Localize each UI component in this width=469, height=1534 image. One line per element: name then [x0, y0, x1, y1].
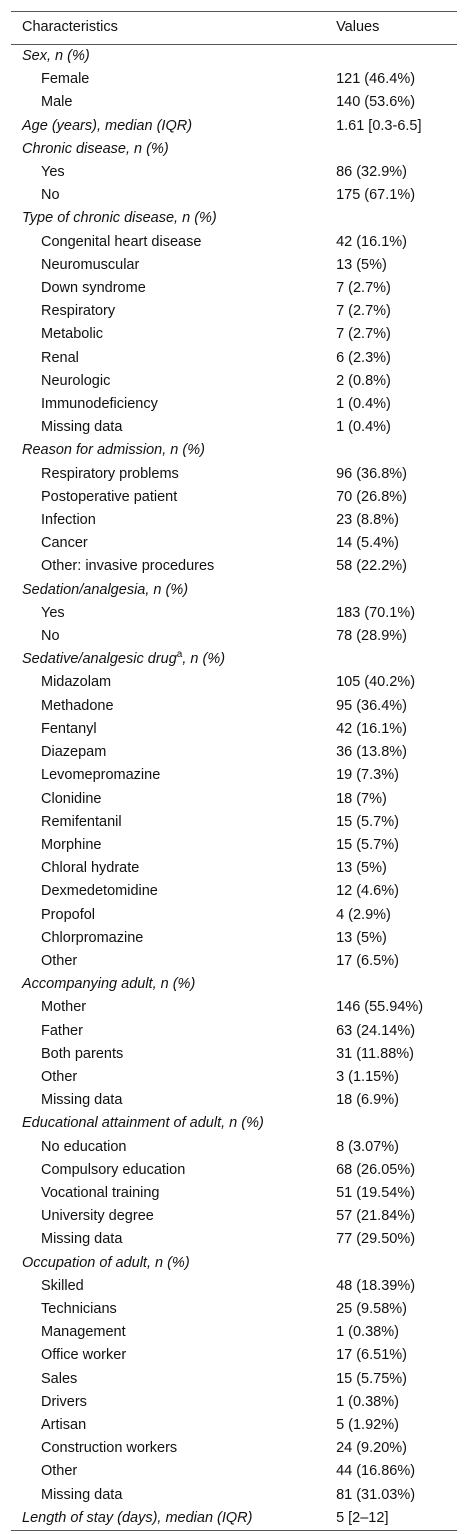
table-row — [11, 416, 457, 439]
table-row — [11, 950, 457, 973]
label-text: Other: invasive procedures — [41, 558, 215, 575]
row-value: 15 (5.7%) — [336, 836, 399, 853]
table-row — [11, 1460, 457, 1483]
table-row — [11, 1182, 457, 1205]
row-label — [11, 1089, 336, 1112]
row-value: 44 (16.86%) — [336, 1463, 416, 1480]
row-label — [11, 764, 336, 787]
label-suffix: , n (%) — [182, 651, 226, 668]
row-value: 7 (2.7%) — [336, 303, 391, 320]
label-text: Office worker — [41, 1347, 127, 1364]
row-value: 70 (26.8%) — [336, 488, 407, 505]
label-text: Missing data — [41, 1092, 123, 1109]
row-label — [11, 1043, 336, 1066]
row-label — [11, 370, 336, 393]
row-value: 8 (3.07%) — [336, 1138, 399, 1155]
section-row — [11, 648, 457, 671]
section-label — [11, 138, 336, 161]
label-text: Drivers — [41, 1393, 87, 1410]
row-label — [11, 695, 336, 718]
row-value: 7 (2.7%) — [336, 326, 391, 343]
row-value: 121 (46.4%) — [336, 71, 416, 88]
row-value: 7 (2.7%) — [336, 280, 391, 297]
table-row — [11, 602, 457, 625]
label-text: Immunodeficiency — [41, 396, 158, 413]
label-text: University degree — [41, 1208, 154, 1225]
label-text: Age (years), median (IQR) — [22, 117, 193, 134]
table-row — [11, 463, 457, 486]
label-text: Neuromuscular — [41, 256, 140, 273]
label-text: Respiratory — [41, 303, 116, 320]
row-label — [11, 184, 336, 207]
table-row — [11, 555, 457, 578]
row-label — [11, 463, 336, 486]
table-row — [11, 393, 457, 416]
label-text: Construction workers — [41, 1440, 178, 1457]
table-row — [11, 1321, 457, 1344]
row-value — [336, 648, 457, 671]
row-value — [336, 439, 457, 462]
table-row — [11, 996, 457, 1019]
row-value: 63 (24.14%) — [336, 1022, 416, 1039]
table-row — [11, 764, 457, 787]
label-text: Morphine — [41, 836, 102, 853]
label-text: Postoperative patient — [41, 488, 178, 505]
row-value: 1 (0.38%) — [336, 1393, 399, 1410]
row-value: 3 (1.15%) — [336, 1068, 399, 1085]
row-value: 13 (5%) — [336, 929, 387, 946]
label-text: Reason for admission, n (%) — [22, 442, 205, 459]
label-text: Missing data — [41, 1231, 123, 1248]
row-value: 96 (36.8%) — [336, 465, 407, 482]
row-value: 1 (0.38%) — [336, 1324, 399, 1341]
row-label — [11, 532, 336, 555]
label-text: Missing data — [41, 1486, 123, 1503]
table-row — [11, 1414, 457, 1437]
row-label — [11, 1368, 336, 1391]
label-text: Accompanying adult, n (%) — [22, 976, 196, 993]
row-label — [11, 254, 336, 277]
section-row — [11, 1252, 457, 1275]
table-row — [11, 509, 457, 532]
table-row — [11, 486, 457, 509]
row-label — [11, 1321, 336, 1344]
row-value: 48 (18.39%) — [336, 1277, 416, 1294]
label-text: Other — [41, 1463, 78, 1480]
label-text: Technicians — [41, 1300, 117, 1317]
label-text: Type of chronic disease, n (%) — [22, 210, 217, 227]
label-text: Vocational training — [41, 1184, 160, 1201]
section-row — [11, 579, 457, 602]
table-row — [11, 1205, 457, 1228]
label-text: Dexmedetomidine — [41, 883, 158, 900]
row-label — [11, 1391, 336, 1414]
section-label — [11, 439, 336, 462]
row-label — [11, 811, 336, 834]
table-row — [11, 1344, 457, 1367]
label-text: Educational attainment of adult, n (%) — [22, 1115, 264, 1132]
table-row — [11, 718, 457, 741]
row-value: 1 (0.4%) — [336, 396, 391, 413]
table-row — [11, 1020, 457, 1043]
label-text: Clonidine — [41, 790, 102, 807]
row-label — [11, 904, 336, 927]
row-label — [11, 68, 336, 91]
section-label — [11, 973, 336, 996]
row-value: 1.61 [0.3-6.5] — [336, 117, 422, 134]
row-value: 78 (28.9%) — [336, 628, 407, 645]
label-text: Occupation of adult, n (%) — [22, 1254, 190, 1271]
row-label — [11, 91, 336, 114]
label-text: Midazolam — [41, 674, 112, 691]
row-label — [11, 347, 336, 370]
row-value: 13 (5%) — [336, 860, 387, 877]
label-text: Father — [41, 1022, 83, 1039]
table-row — [11, 788, 457, 811]
table-row — [11, 857, 457, 880]
label-text: Congenital heart disease — [41, 233, 202, 250]
row-label — [11, 788, 336, 811]
row-label — [11, 1136, 336, 1159]
row-value: 19 (7.3%) — [336, 767, 399, 784]
row-label — [11, 625, 336, 648]
footnote-marker: a — [176, 649, 183, 661]
table-row — [11, 277, 457, 300]
row-value: 183 (70.1%) — [336, 604, 416, 621]
row-label — [11, 277, 336, 300]
header-row — [11, 12, 457, 45]
row-label — [11, 555, 336, 578]
label-text: Renal — [41, 349, 79, 366]
table-row — [11, 1159, 457, 1182]
row-value: 58 (22.2%) — [336, 558, 407, 575]
table-row — [11, 880, 457, 903]
label-text: Sex, n (%) — [22, 48, 90, 64]
row-value — [336, 1112, 457, 1135]
label-text: Chloral hydrate — [41, 860, 140, 877]
table-row — [11, 834, 457, 857]
row-value — [336, 207, 457, 230]
row-label — [11, 880, 336, 903]
row-value — [336, 1252, 457, 1275]
label-text: Remifentanil — [41, 813, 122, 830]
row-label — [11, 927, 336, 950]
label-text: Respiratory problems — [41, 465, 179, 482]
section-row — [11, 973, 457, 996]
section-row — [11, 207, 457, 230]
table-row — [11, 68, 457, 91]
row-label — [11, 416, 336, 439]
row-value: 25 (9.58%) — [336, 1300, 407, 1317]
section-label — [11, 1252, 336, 1275]
row-label — [11, 1298, 336, 1321]
label-text: Sedation/analgesia, n (%) — [22, 581, 189, 598]
label-text: Chlorpromazine — [41, 929, 144, 946]
table-row — [11, 300, 457, 323]
row-value: 5 [2–12] — [336, 1507, 457, 1531]
section-row — [11, 1112, 457, 1135]
table-row — [11, 231, 457, 254]
label-text: Neurologic — [41, 372, 111, 389]
table-row — [11, 1484, 457, 1507]
row-value: 5 (1.92%) — [336, 1416, 399, 1433]
label-text: Sales — [41, 1370, 78, 1387]
label-text: No — [41, 628, 60, 645]
table-row — [11, 532, 457, 555]
row-value: 18 (7%) — [336, 790, 387, 807]
row-value — [336, 579, 457, 602]
row-value: 36 (13.8%) — [336, 744, 407, 761]
row-value: 81 (31.03%) — [336, 1486, 416, 1503]
row-label — [11, 1205, 336, 1228]
row-label — [11, 393, 336, 416]
row-label — [11, 741, 336, 764]
row-value: 77 (29.50%) — [336, 1231, 416, 1248]
row-value: 105 (40.2%) — [336, 674, 416, 691]
row-label — [11, 1066, 336, 1089]
table-row — [11, 1066, 457, 1089]
section-row — [11, 138, 457, 161]
row-value: 17 (6.51%) — [336, 1347, 407, 1364]
table-row — [11, 254, 457, 277]
row-value: 175 (67.1%) — [336, 187, 416, 204]
section-row — [11, 115, 457, 138]
row-label — [11, 1228, 336, 1251]
section-label — [11, 45, 336, 69]
table-row — [11, 184, 457, 207]
row-value: 51 (19.54%) — [336, 1184, 416, 1201]
row-label — [11, 1159, 336, 1182]
row-label — [11, 1437, 336, 1460]
table-row — [11, 1136, 457, 1159]
row-value: 17 (6.5%) — [336, 952, 399, 969]
table-row — [11, 91, 457, 114]
row-label — [11, 671, 336, 694]
row-label — [11, 161, 336, 184]
row-value: 42 (16.1%) — [336, 720, 407, 737]
characteristics-table-container — [11, 11, 457, 1531]
label-text: Management — [41, 1324, 126, 1341]
label-text: Methadone — [41, 697, 114, 714]
table-row — [11, 904, 457, 927]
section-row — [11, 1507, 457, 1531]
row-label — [11, 1275, 336, 1298]
section-row — [11, 439, 457, 462]
label-text: Both parents — [41, 1045, 124, 1062]
label-text: Length of stay (days), median (IQR) — [22, 1509, 253, 1526]
row-label — [11, 1182, 336, 1205]
table-row — [11, 1437, 457, 1460]
row-value — [336, 45, 457, 69]
section-label — [11, 1507, 336, 1531]
row-label — [11, 300, 336, 323]
table-row — [11, 323, 457, 346]
table-row — [11, 741, 457, 764]
section-label — [11, 115, 336, 138]
row-value: 24 (9.20%) — [336, 1440, 407, 1457]
row-value: 6 (2.3%) — [336, 349, 391, 366]
row-label — [11, 486, 336, 509]
header-characteristics: Characteristics — [11, 12, 336, 45]
row-label — [11, 1344, 336, 1367]
row-label — [11, 231, 336, 254]
row-value: 23 (8.8%) — [336, 512, 399, 529]
label-text: Fentanyl — [41, 720, 97, 737]
table-row — [11, 1043, 457, 1066]
table-row — [11, 1275, 457, 1298]
row-value: 68 (26.05%) — [336, 1161, 416, 1178]
section-label — [11, 648, 336, 671]
row-value: 2 (0.8%) — [336, 372, 391, 389]
table-row — [11, 1391, 457, 1414]
row-value: 15 (5.75%) — [336, 1370, 407, 1387]
row-label — [11, 996, 336, 1019]
row-value: 57 (21.84%) — [336, 1208, 416, 1225]
table-row — [11, 347, 457, 370]
section-label — [11, 1112, 336, 1135]
section-label — [11, 579, 336, 602]
row-value — [336, 138, 457, 161]
row-label — [11, 1484, 336, 1507]
characteristics-table — [11, 11, 457, 1531]
row-value: 140 (53.6%) — [336, 94, 416, 111]
row-value: 146 (55.94%) — [336, 999, 424, 1016]
row-value: 31 (11.88%) — [336, 1045, 414, 1062]
label-text: Chronic disease, n (%) — [22, 140, 169, 157]
row-value: 42 (16.1%) — [336, 233, 407, 250]
header-values: Values — [336, 12, 457, 45]
label-text: No — [41, 187, 60, 204]
table-row — [11, 811, 457, 834]
row-value: 86 (32.9%) — [336, 164, 407, 181]
label-text: Infection — [41, 512, 96, 529]
row-label — [11, 950, 336, 973]
table-row — [11, 625, 457, 648]
label-text: Down syndrome — [41, 280, 146, 297]
label-text: Diazepam — [41, 744, 107, 761]
row-label — [11, 1020, 336, 1043]
label-text: Female — [41, 71, 90, 88]
label-text: No education — [41, 1138, 127, 1155]
row-value: 95 (36.4%) — [336, 697, 407, 714]
label-text: Artisan — [41, 1416, 87, 1433]
section-row — [11, 45, 457, 69]
row-label — [11, 834, 336, 857]
section-label — [11, 207, 336, 230]
row-label — [11, 1414, 336, 1437]
table-header — [11, 12, 457, 45]
row-label — [11, 602, 336, 625]
row-value: 13 (5%) — [336, 256, 387, 273]
label-text: Propofol — [41, 906, 96, 923]
label-text: Other — [41, 952, 78, 969]
row-value: 12 (4.6%) — [336, 883, 399, 900]
row-label — [11, 509, 336, 532]
table-row — [11, 927, 457, 950]
label-text: Yes — [41, 604, 65, 621]
label-text: Metabolic — [41, 326, 104, 343]
label-text: Other — [41, 1068, 78, 1085]
table-row — [11, 1089, 457, 1112]
table-row — [11, 1368, 457, 1391]
row-value — [336, 973, 457, 996]
row-value: 14 (5.4%) — [336, 535, 399, 552]
row-label — [11, 1460, 336, 1483]
table-row — [11, 671, 457, 694]
row-value: 1 (0.4%) — [336, 419, 391, 436]
label-text: Levomepromazine — [41, 767, 161, 784]
label-text: Male — [41, 94, 73, 111]
table-row — [11, 370, 457, 393]
label-text: Mother — [41, 999, 87, 1016]
table-row — [11, 1298, 457, 1321]
table-row — [11, 161, 457, 184]
label-text: Yes — [41, 164, 65, 181]
row-label — [11, 857, 336, 880]
row-label — [11, 718, 336, 741]
row-value: 18 (6.9%) — [336, 1092, 399, 1109]
row-label — [11, 323, 336, 346]
table-row — [11, 695, 457, 718]
label-text: Missing data — [41, 419, 123, 436]
table-body — [11, 45, 457, 1531]
row-value: 15 (5.7%) — [336, 813, 399, 830]
table-row — [11, 1228, 457, 1251]
label-text: Skilled — [41, 1277, 84, 1294]
row-value: 4 (2.9%) — [336, 906, 391, 923]
label-text: Cancer — [41, 535, 88, 552]
label-text: Sedative/analgesic drug — [22, 651, 177, 668]
label-text: Compulsory education — [41, 1161, 186, 1178]
